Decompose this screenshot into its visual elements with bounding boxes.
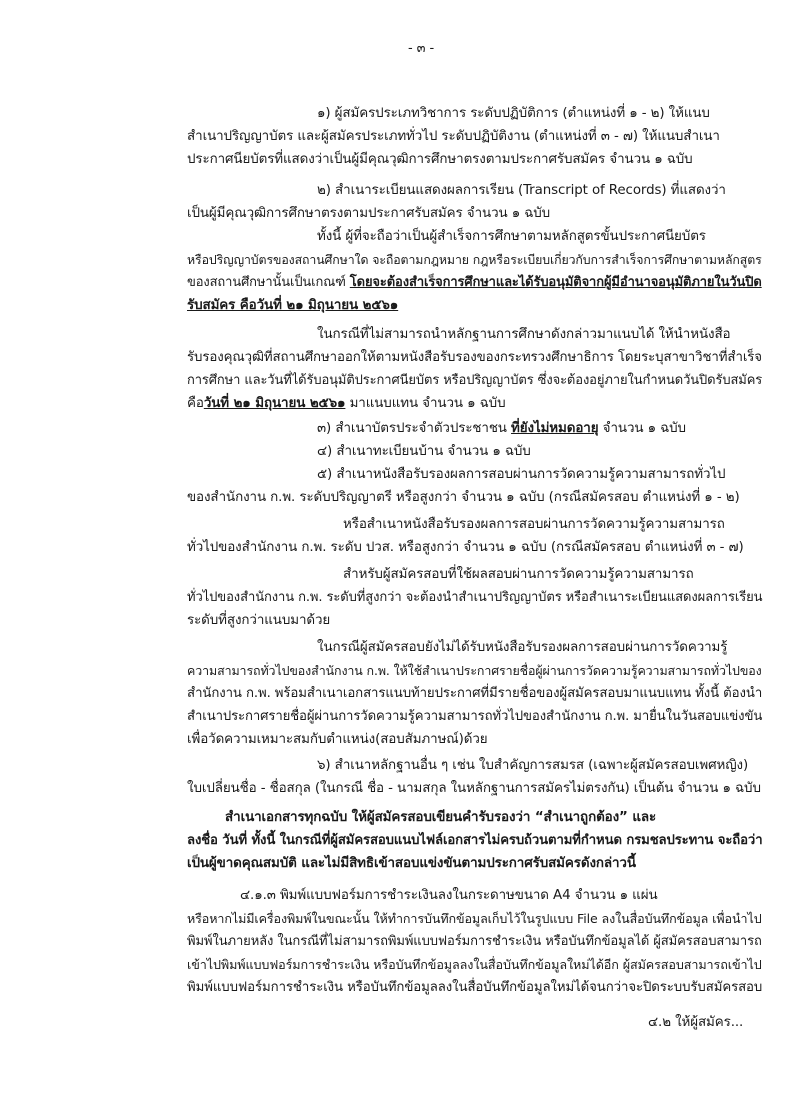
alt-evidence-line-3: การศึกษา และวันที่ได้รับอนุมัติประกาศนียบัตร หรือปริญญาบัตร ซึ่งจะต้องอยู่ภายในกำหนดวันปิดรับสมัคร <box>187 373 763 388</box>
graduation-deadline-emphasis: โดยจะต้องสำเร็จการศึกษาและได้รับอนุมัติจากผู้มีอำนาจอนุมัติภายในวันปิด <box>349 275 762 290</box>
graduation-paragraph-line-2: หรือปริญญาบัตรของสถานศึกษาใด จะถือตามกฎหมาย กฎหรือระเบียบเกี่ยวกับการสำเร็จการศึกษาตามหลักสูตร <box>187 253 762 267</box>
higher-level-line-2: ทั่วไปของสำนักงาน ก.พ. ระดับที่สูงกว่า จะต้องนำสำเนาปริญญาบัตร หรือสำเนาระเบียนแสดงผลการเรียน <box>187 590 763 605</box>
item-5-line-1: ๕) สำเนาหนังสือรับรองผลการสอบผ่านการวัดความรู้ความสามารถทั่วไป <box>317 467 726 482</box>
pending-cert-line-1: ในกรณีผู้สมัครสอบยังไม่ได้รับหนังสือรับรองผลการสอบผ่านการวัดความรู้ <box>317 640 728 655</box>
pending-cert-line-3: สำนักงาน ก.พ. พร้อมสำเนาเอกสารแนบท้ายประกาศที่มีรายชื่อของผู้สมัครสอบมาแนบแทน ทั้งนี้ ต้องนำ <box>187 686 763 701</box>
item-3-text: ๓) สำเนาบัตรประจำตัวประชาชน <box>317 421 512 436</box>
alt-evidence-date: วันที่ ๒๑ มิถุนายน ๒๕๖๑ <box>203 396 346 411</box>
graduation-criteria-text: ของสถานศึกษานั้นเป็นเกณฑ์ <box>187 275 350 290</box>
certify-notice-line-2: ลงชื่อ วันที่ ทั้งนี้ ในกรณีที่ผู้สมัครสอบแนบไฟล์เอกสารไม่ครบถ้วนตามที่กำหนด กรมชลประทาน จะถือว่า <box>187 833 763 848</box>
item-6-line-1: ๖) สำเนาหลักฐานอื่น ๆ เช่น ใบสำคัญการสมรส (เฉพาะผู้สมัครสอบเพศหญิง) <box>317 758 749 773</box>
item-3-count: จำนวน ๑ ฉบับ <box>598 421 686 436</box>
alt-evidence-suffix: มาแนบแทน จำนวน ๑ ฉบับ <box>345 396 506 411</box>
item-3-emphasis: ที่ยังไม่หมดอายุ <box>511 421 599 436</box>
closing-date-emphasis: รับสมัคร คือวันที่ ๒๑ มิถุนายน ๒๕๖๑ <box>187 298 399 313</box>
section-4-1-3-line-4: เข้าไปพิมพ์แบบฟอร์มการชำระเงิน หรือบันทึกข้อมูลลงในสื่อบันทึกข้อมูลใหม่ได้อีก ผู้สมัครสอบสามารถเข้าไป <box>187 957 762 972</box>
item-2-line-2: เป็นผู้มีคุณวุฒิการศึกษาตรงตามประกาศรับสมัคร จำนวน ๑ ฉบับ <box>187 206 551 221</box>
section-4-1-3-line-5: พิมพ์แบบฟอร์มการชำระเงิน หรือบันทึกข้อมูลลงในสื่อบันทึกข้อมูลใหม่ได้จนกว่าจะปิดระบบรับสมัครสอบ <box>187 980 763 995</box>
pending-cert-line-2: ความสามารถทั่วไปของสำนักงาน ก.พ. ให้ใช้สำเนาประกาศรายชื่อผู้ผ่านการวัดความรู้ความสามารถทั่วไปของ <box>187 663 762 678</box>
item-6-line-2: ใบเปลี่ยนชื่อ - ชื่อสกุล (ในกรณี ชื่อ - นามสกุล ในหลักฐานการสมัครไม่ตรงกัน) เป็นต้น จำนวน ๑ ฉบับ <box>187 781 761 796</box>
pending-cert-line-4: สำเนาประกาศรายชื่อผู้ผ่านการวัดความรู้ความสามารถทั่วไปของสำนักงาน ก.พ. มายื่นในวันสอบแข่งขัน <box>187 709 763 724</box>
item-4: ๔) สำเนาทะเบียนบ้าน จำนวน ๑ ฉบับ <box>317 444 531 459</box>
alt-evidence-line-2: รับรองคุณวุฒิที่สถานศึกษาออกให้ตามหนังสือรับรองของกระทรวงศึกษาธิการ โดยระบุสาขาวิชาที่สำเร็จ <box>187 350 762 365</box>
item-5-line-2: ของสำนักงาน ก.พ. ระดับปริญญาตรี หรือสูงกว่า จำนวน ๑ ฉบับ (กรณีสมัครสอบ ตำแหน่งที่ ๑ - ๒) <box>187 490 740 505</box>
higher-level-line-3: ระดับที่สูงกว่าแนบมาด้วย <box>187 613 331 628</box>
graduation-paragraph-line-3 <box>187 272 762 294</box>
item-1-line-1: ๑) ผู้สมัครประเภทวิชาการ ระดับปฏิบัติการ (ตำแหน่งที่ ๑ - ๒) ให้แนบ <box>317 106 710 121</box>
certify-notice-line-1: สำเนาเอกสารทุกฉบับ ให้ผู้สมัครสอบเขียนคำรับรองว่า “สำเนาถูกต้อง” และ <box>225 810 657 825</box>
alt-evidence-line-1: ในกรณีที่ไม่สามารถนำหลักฐานการศึกษาดังกล่าวมาแนบได้ ให้นำหนังสือ <box>317 327 731 342</box>
higher-level-line-1: สำหรับผู้สมัครสอบที่ใช้ผลสอบผ่านการวัดความรู้ความสามารถ <box>343 567 694 582</box>
section-4-1-3-line-1: ๔.๑.๓ พิมพ์แบบฟอร์มการชำระเงินลงในกระดาษขนาด A4 จำนวน ๑ แผ่น <box>240 888 658 903</box>
graduation-paragraph-line-1: ทั้งนี้ ผู้ที่จะถือว่าเป็นผู้สำเร็จการศึกษาตามหลักสูตรขั้นประกาศนียบัตร <box>317 229 706 244</box>
item-1-line-2: สำเนาปริญญาบัตร และผู้สมัครประเภททั่วไป ระดับปฏิบัติงาน (ตำแหน่งที่ ๓ - ๗) ให้แนบสำเนา <box>187 129 720 144</box>
item-2-line-1: ๒) สำเนาระเบียนแสดงผลการเรียน (Transcript of Records) ที่แสดงว่า <box>317 183 726 198</box>
alt-evidence-line-4 <box>187 393 506 415</box>
item-5-line-3: หรือสำเนาหนังสือรับรองผลการสอบผ่านการวัดความรู้ความสามารถ <box>343 517 725 532</box>
pending-cert-line-5: เพื่อวัดความเหมาะสมกับตำแหน่ง(สอบสัมภาษณ์)ด้วย <box>187 732 488 747</box>
section-4-1-3-line-2: หรือหากไม่มีเครื่องพิมพ์ในขณะนั้น ให้ทำการบันทึกข้อมูลเก็บไว้ในรูปแบบ File ลงในสื่อบันทึกข้อมูล เพื่อนำไป <box>187 911 762 926</box>
item-1-line-3: ประกาศนียบัตรที่แสดงว่าเป็นผู้มีคุณวุฒิการศึกษาตรงตามประกาศรับสมัคร จำนวน ๑ ฉบับ <box>187 152 693 167</box>
item-3 <box>317 418 686 440</box>
continuation-marker: ๔.๒ ให้ผู้สมัคร... <box>648 1015 744 1030</box>
page-number: - ๓ - <box>408 41 435 56</box>
alt-evidence-prefix: คือ <box>187 396 204 411</box>
item-5-line-4: ทั่วไปของสำนักงาน ก.พ. ระดับ ปวส. หรือสูงกว่า จำนวน ๑ ฉบับ (กรณีสมัครสอบ ตำแหน่งที่ ๓ - ๗) <box>187 540 744 555</box>
certify-notice-line-3: เป็นผู้ขาดคุณสมบัติ และไม่มีสิทธิเข้าสอบแข่งขันตามประกาศรับสมัครดังกล่าวนี้ <box>187 856 636 871</box>
section-4-1-3-line-3: พิมพ์ในภายหลัง ในกรณีที่ไม่สามารถพิมพ์แบบฟอร์มการชำระเงิน หรือบันทึกข้อมูลได้ ผู้สมัครสอบสามารถ <box>187 934 762 949</box>
